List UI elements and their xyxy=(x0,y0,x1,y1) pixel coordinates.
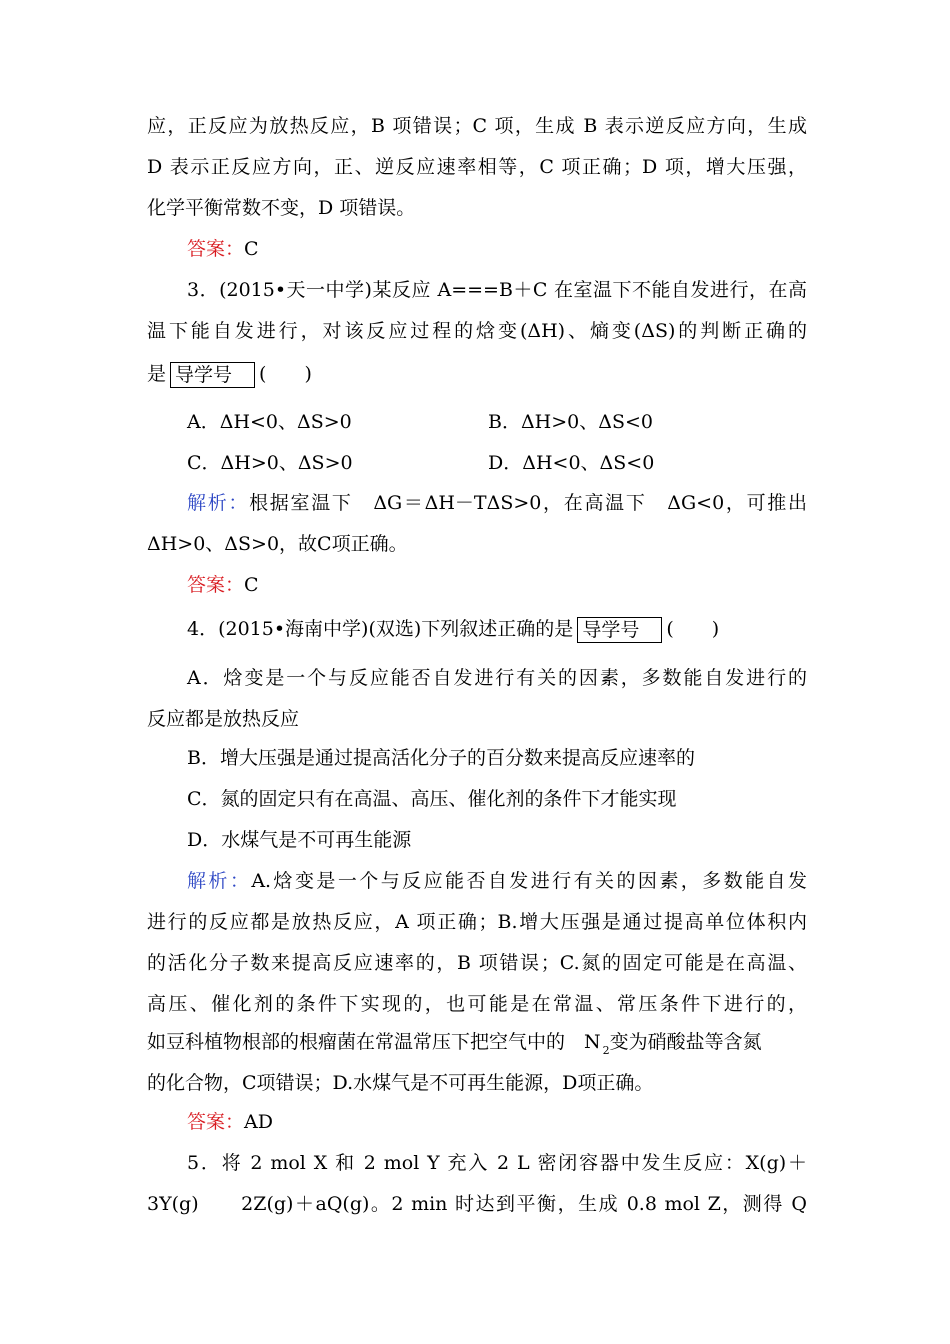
option-row xyxy=(187,450,847,476)
option-c: C．氮的固定只有在高温、高压、催化剂的条件下才能实现 xyxy=(187,788,677,810)
answer-line xyxy=(187,1109,847,1135)
option-a: A．ΔH<0、ΔS>0 xyxy=(187,411,352,433)
answer-label: 答案： xyxy=(187,1111,245,1133)
option-b: B．ΔH>0、ΔS<0 xyxy=(488,411,654,433)
text-fragment: 如豆科植物根部的根瘤菌在常温常压下把空气中的 N xyxy=(147,1031,601,1053)
option-b: B．增大压强是通过提高活化分子的百分数来提高反应速率的 xyxy=(187,747,695,769)
option-row xyxy=(187,409,847,435)
solution-line: 的化合物，C项错误；D.水煤气是不可再生能源，D项正确。 xyxy=(147,1072,654,1094)
text-fragment: 变为硝酸盐等含氮 xyxy=(609,1031,762,1053)
answer-paren: ( ) xyxy=(666,618,720,640)
option-c: C．ΔH>0、ΔS>0 xyxy=(187,452,353,474)
solution-line: 高压、催化剂的条件下实现的，也可能是在常温、常压条件下进行的， xyxy=(147,993,807,1015)
answer-value: C xyxy=(244,574,259,596)
solution-line xyxy=(147,1029,807,1064)
answer-line xyxy=(187,572,847,598)
solution-text: 根据室温下 ΔG＝ΔH－TΔS>0，在高温下 ΔG<0，可推出 xyxy=(249,492,807,514)
option-d: D．ΔH<0、ΔS<0 xyxy=(488,452,655,474)
answer-value: C xyxy=(244,238,259,260)
answer-paren: ( ) xyxy=(259,363,312,385)
text-line: D 表示正反应方向，正、逆反应速率相等，C 项正确；D 项，增大压强， xyxy=(147,156,807,178)
guide-number-box[interactable]: 导学号 xyxy=(577,617,662,643)
guide-number-box[interactable]: 导学号 xyxy=(170,362,255,388)
solution-line: ΔH>0、ΔS>0，故C项正确。 xyxy=(147,533,408,555)
question-3-line xyxy=(147,361,807,388)
question-5-line: 5．将 2 mol X 和 2 mol Y 充入 2 L 密闭容器中发生反应：X(g)＋ xyxy=(187,1152,807,1174)
solution-line xyxy=(187,868,807,894)
option-a-cont: 反应都是放热反应 xyxy=(147,708,300,730)
answer-value: AD xyxy=(244,1111,273,1133)
subscript: 2 xyxy=(602,1044,610,1057)
question-3-line: 温下能自发进行，对该反应过程的焓变(ΔH)、熵变(ΔS)的判断正确的 xyxy=(147,320,807,342)
question-4-text: 4．(2015•海南中学)(双选)下列叙述正确的是 xyxy=(187,618,574,640)
answer-label: 答案： xyxy=(187,238,245,260)
text-line: 化学平衡常数不变，D 项错误。 xyxy=(147,197,416,219)
solution-line: 进行的反应都是放热反应，A 项正确；B.增大压强是通过提高单位体积内 xyxy=(147,911,807,933)
option-a: A．焓变是一个与反应能否自发进行有关的因素，多数能自发进行的 xyxy=(187,667,807,689)
solution-label: 解析： xyxy=(187,870,252,892)
question-3-line: 3．(2015•天一中学)某反应 A===B＋C 在室温下不能自发进行，在高 xyxy=(187,279,807,301)
solution-label: 解析： xyxy=(187,492,250,514)
question-4-line xyxy=(187,616,847,643)
option-d: D．水煤气是不可再生能源 xyxy=(187,829,412,851)
solution-line: 的活化分子数来提高反应速率的，B 项错误；C.氮的固定可能是在高温、 xyxy=(147,952,807,974)
text-line: 应，正反应为放热反应，B 项错误；C 项，生成 B 表示逆反应方向，生成 xyxy=(147,115,807,137)
question-5-line: 3Y(g) 2Z(g)＋aQ(g)。2 min 时达到平衡，生成 0.8 mol Z，测得 Q xyxy=(147,1193,807,1215)
solution-line xyxy=(187,490,807,516)
solution-text: A.焓变是一个与反应能否自发进行有关的因素，多数能自发 xyxy=(251,870,807,892)
text-fragment: 是 xyxy=(147,363,167,385)
answer-line xyxy=(187,236,847,262)
answer-label: 答案： xyxy=(187,574,245,596)
